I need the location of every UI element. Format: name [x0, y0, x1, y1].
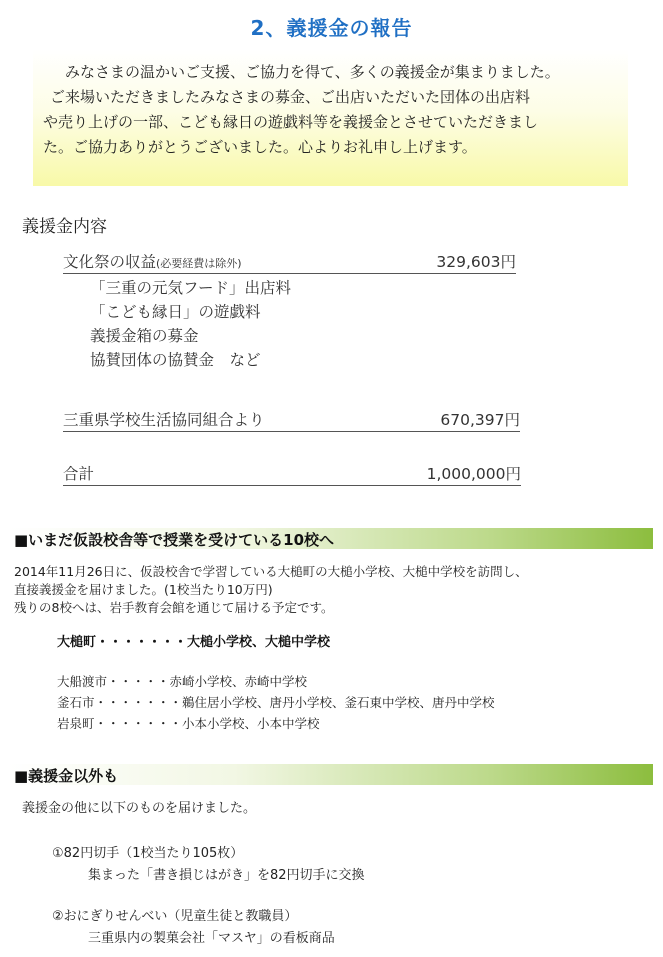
section-bar-other-than-donations	[8, 764, 653, 785]
festival-note: (必要経費は除外)	[156, 257, 242, 270]
intro-line: ご来場いただきましたみなさまの募金、ご出店いただいた団体の出店料	[50, 88, 531, 106]
total-label: 合計	[63, 465, 95, 483]
section-bar-ten-schools	[8, 528, 653, 549]
other-item-detail: 三重県内の製菓会社「マスヤ」の看板商品	[88, 931, 335, 946]
visit-paragraph-line: 2014年11月26日に、仮設校舎で学習している大槌町の大槌小学校、大槌中学校を訪問し、	[14, 564, 528, 579]
school-list-item: 大船渡市・・・・・赤崎小学校、赤崎中学校	[57, 674, 308, 689]
school-list-item: 釜石市・・・・・・・鵜住居小学校、唐丹小学校、釜石東中学校、唐丹中学校	[57, 695, 495, 710]
festival-item: 協賛団体の協賛金 など	[90, 351, 261, 369]
festival-item: 義援金箱の募金	[90, 327, 199, 345]
total-amount: 1,000,000円	[426, 465, 521, 483]
visit-paragraph-line: 残りの8校へは、岩手教育会館を通じて届ける予定です。	[14, 600, 334, 615]
festival-label: 文化祭の収益	[63, 253, 157, 271]
section-heading: ■義援金以外も	[14, 767, 119, 785]
other-items-intro: 義援金の他に以下のものを届けました。	[22, 801, 257, 816]
festival-item: 「三重の元気フード」出店料	[90, 279, 292, 297]
festival-amount: 329,603円	[436, 253, 516, 271]
coop-label: 三重県学校生活協同組合より	[63, 411, 265, 429]
other-item-title: ①82円切手（1校当たり105枚）	[52, 846, 244, 861]
intro-line: みなさまの温かいご支援、ご協力を得て、多くの義援金が集まりました。	[50, 63, 560, 81]
festival-item: 「こども縁日」の遊戯料	[90, 303, 261, 321]
visit-paragraph-line: 直接義援金を届けました。(1校当たり10万円)	[14, 582, 273, 597]
contents-heading: 義援金内容	[22, 217, 107, 237]
other-item-title: ②おにぎりせんべい（児童生徒と教職員）	[52, 909, 298, 924]
page-title: 2、義援金の報告	[250, 16, 413, 40]
intro-line: や売り上げの一部、こども縁日の遊戯料等を義援金とさせていただきまし	[43, 113, 539, 131]
section-heading: ■いまだ仮設校舎等で授業を受けている10校へ	[14, 531, 335, 549]
other-item-detail: 集まった「書き損じはがき」を82円切手に交換	[88, 868, 365, 883]
coop-amount: 670,397円	[440, 411, 520, 429]
intro-line: た。ご協力ありがとうございました。心よりお礼申し上げます。	[43, 138, 477, 156]
school-list-item: 岩泉町・・・・・・・小本小学校、小本中学校	[57, 716, 320, 731]
otsuchi-schools: 大槌町・・・・・・・大槌小学校、大槌中学校	[57, 635, 331, 650]
